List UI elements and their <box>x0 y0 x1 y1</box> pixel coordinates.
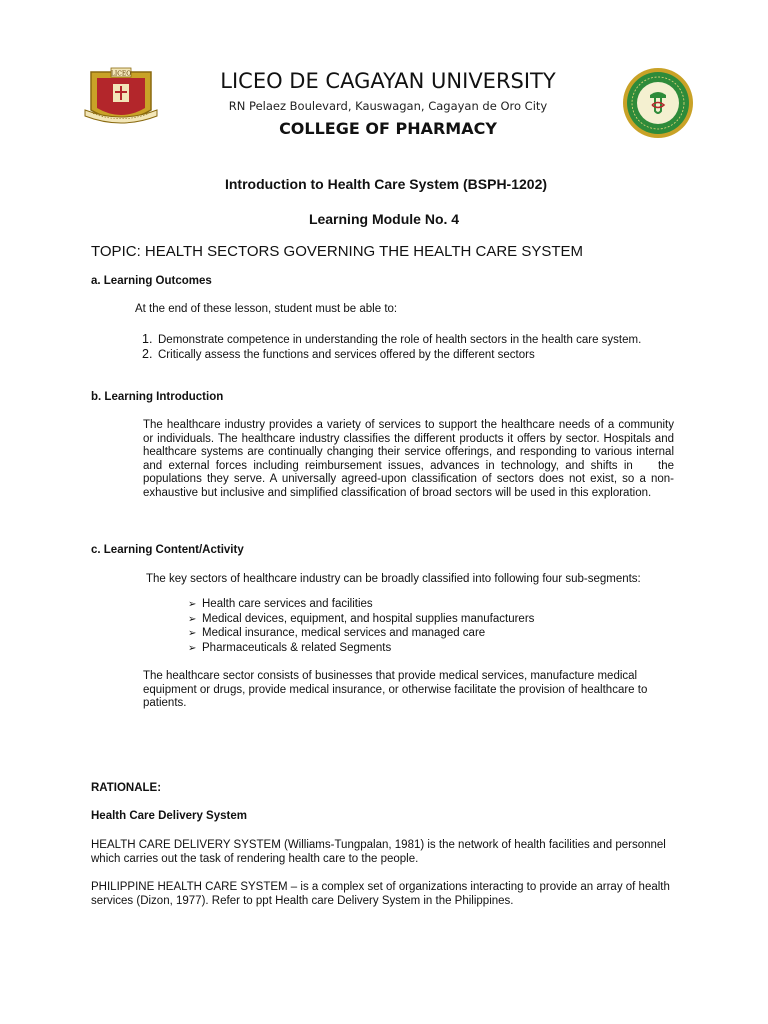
sector-text: Medical devices, equipment, and hospital supplies manufacturers <box>202 612 535 625</box>
sector-paragraph: The healthcare sector consists of businesses that provide medical services, manufacture medical equipment or drugs, provide medical insurance, or otherwise facilitate the provision of healthcare to patients. <box>143 670 648 710</box>
list-item <box>142 333 641 348</box>
sector-text: Health care services and facilities <box>202 598 373 610</box>
learning-introduction-heading: b. Learning Introduction <box>91 391 224 403</box>
list-item <box>188 627 534 642</box>
content-intro: The key sectors of healthcare industry can be broadly classified into following four sub-segments: <box>146 573 641 585</box>
college-name: COLLEGE OF PHARMACY <box>279 119 497 138</box>
list-item <box>188 642 534 657</box>
arrow-bullet-icon: ➢ <box>188 642 197 654</box>
module-title: Learning Module No. 4 <box>308 211 460 227</box>
pharmacy-seal-icon <box>622 67 694 139</box>
sector-text: Pharmaceuticals & related Segments <box>202 641 392 654</box>
philippine-system-paragraph: PHILIPPINE HEALTH CARE SYSTEM – is a complex set of organizations interacting to provide an array of health services (Dizon, 1977). Refer to ppt Health care Delivery System in the Philippines. <box>91 881 670 907</box>
delivery-system-heading: Health Care Delivery System <box>91 810 247 822</box>
list-item <box>188 613 534 628</box>
delivery-system-paragraph: HEALTH CARE DELIVERY SYSTEM (Williams-Tungpalan, 1981) is the network of health facilities and personnel which carries out the task of rendering health care to the people. <box>91 839 666 865</box>
svg-text:LICEO: LICEO <box>110 70 132 78</box>
introduction-paragraph: The healthcare industry provides a variety of services to support the healthcare needs of a community or individuals. The healthcare industry classifies the different products it offers by sector. Hospitals and healthcare systems are continually changing their service offerings, and responding to various internal and external forces including reimbursement issues, advances in technology, and shifts in the populations they serve. A universally agreed-upon classification of sectors does not exist, so a non-exhaustive but inclusive and simplified classification of broad sectors will be used in this exploration. <box>143 419 678 499</box>
list-item <box>188 598 534 613</box>
arrow-bullet-icon: ➢ <box>188 599 197 610</box>
outcome-text: Critically assess the functions and services offered by the different sectors <box>158 348 535 361</box>
outcome-text: Demonstrate competence in understanding the role of health sectors in the health care system. <box>158 334 642 346</box>
outcomes-list <box>142 333 641 362</box>
university-address: RN Pelaez Boulevard, Kauswagan, Cagayan de Oro City <box>228 99 548 113</box>
sector-text: Medical insurance, medical services and managed care <box>202 627 486 640</box>
sectors-list <box>188 598 534 656</box>
outcome-number: 1. <box>142 332 153 346</box>
list-item <box>142 348 641 363</box>
university-name: LICEO DE CAGAYAN UNIVERSITY <box>220 69 556 93</box>
course-title: Introduction to Health Care System (BSPH-1202) <box>224 176 548 192</box>
arrow-bullet-icon: ➢ <box>188 613 197 625</box>
arrow-bullet-icon: ➢ <box>188 628 197 640</box>
rationale-heading: RATIONALE: <box>91 782 162 794</box>
topic-heading: TOPIC: HEALTH SECTORS GOVERNING THE HEALTH CARE SYSTEM <box>91 243 584 260</box>
learning-outcomes-heading: a. Learning Outcomes <box>91 275 212 287</box>
learning-content-heading: c. Learning Content/Activity <box>91 544 244 556</box>
outcomes-intro: At the end of these lesson, student must be able to: <box>135 303 398 315</box>
outcome-number: 2. <box>142 346 153 361</box>
